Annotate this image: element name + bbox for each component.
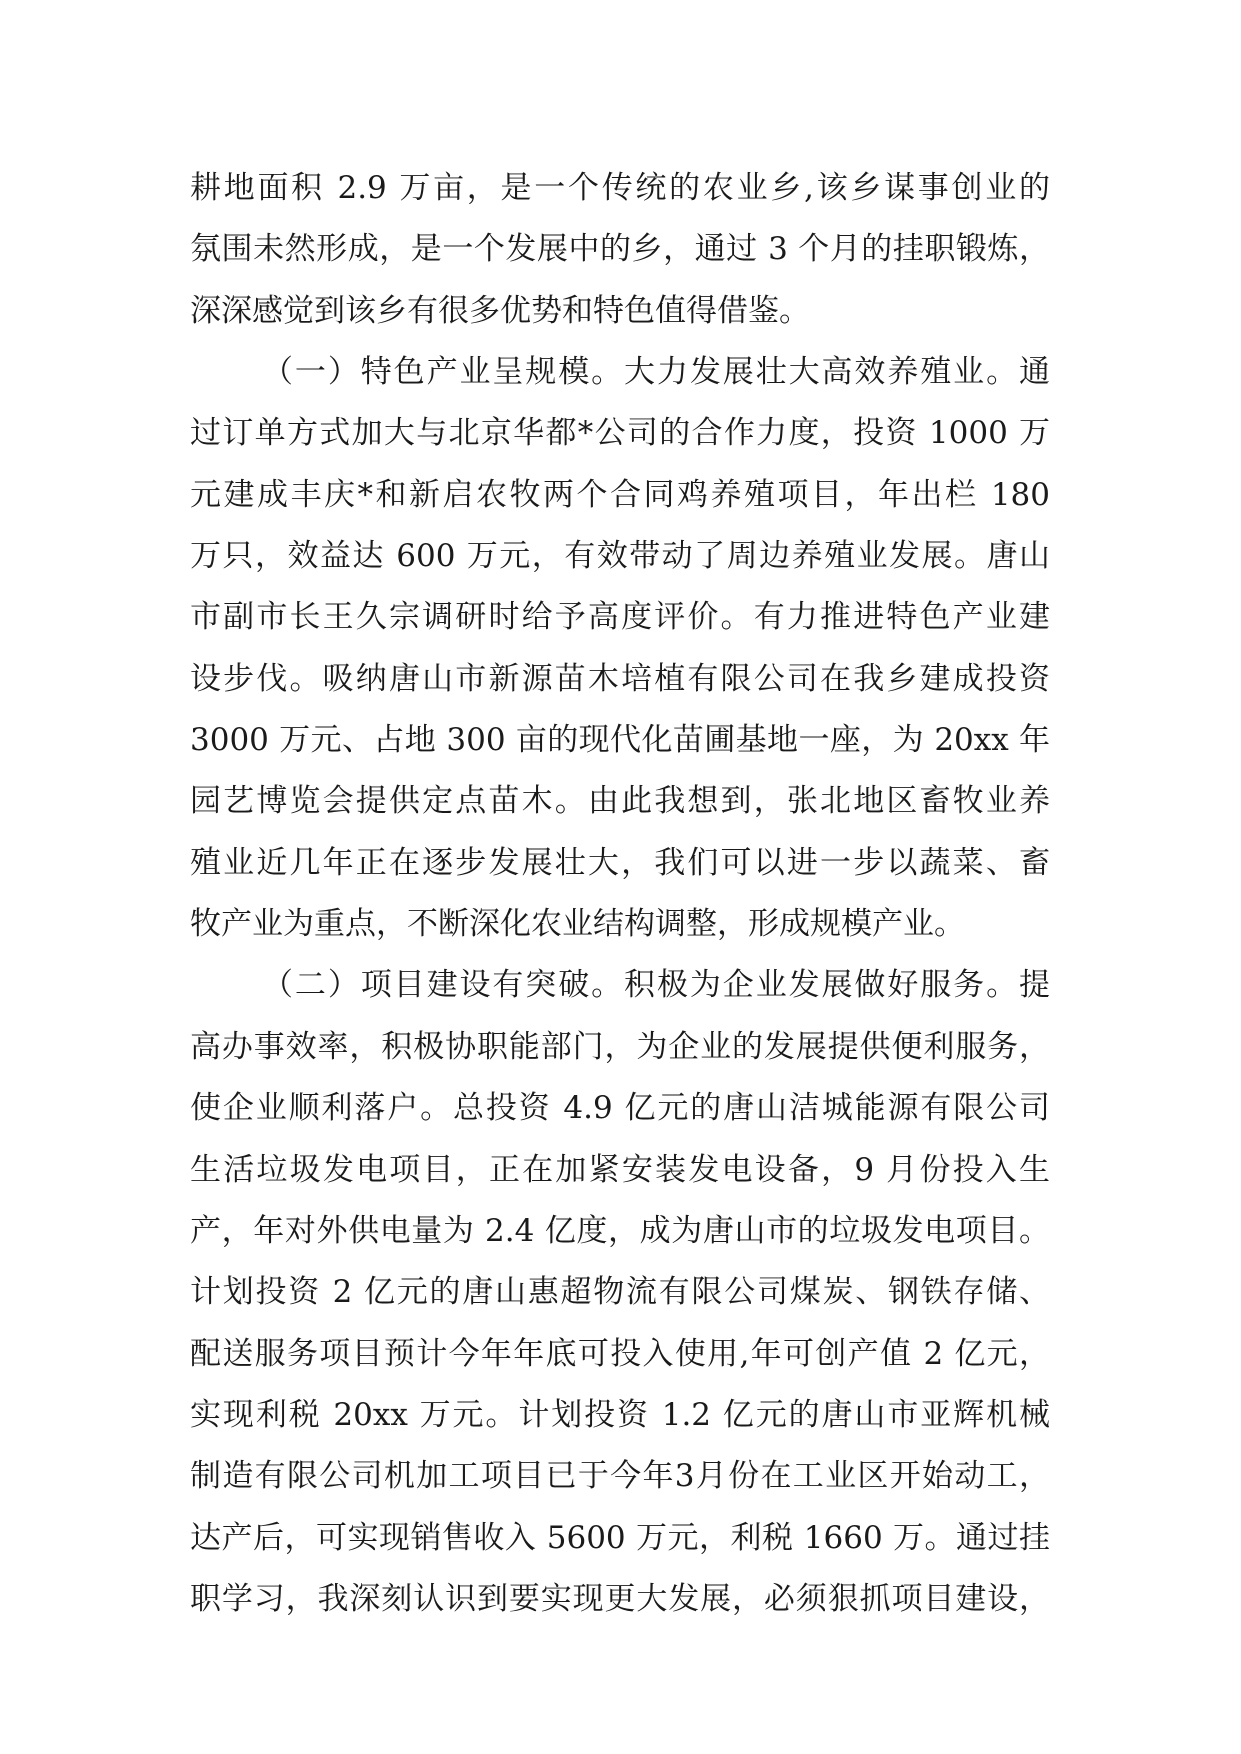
text-line: 生活垃圾发电项目，正在加紧安装发电设备，9 月份投入生 (190, 1151, 1050, 1188)
text-line: 过订单方式加大与北京华都*公司的合作力度，投资 1000 万 (190, 415, 1050, 452)
text-line: 元建成丰庆*和新启农牧两个合同鸡养殖项目，年出栏 180 (190, 476, 1050, 513)
text-line: 职学习，我深刻认识到要实现更大发展，必须狠抓项目建设， (190, 1580, 1050, 1617)
text-line: 深深感觉到该乡有很多优势和特色值得借鉴。 (190, 292, 810, 329)
text-line: 殖业近几年正在逐步发展壮大，我们可以进一步以蔬菜、畜 (190, 844, 1050, 881)
text-line: 制造有限公司机加工项目已于今年3月份在工业区开始动工， (190, 1458, 1050, 1495)
text-line: 计划投资 2 亿元的唐山惠超物流有限公司煤炭、钢铁存储、 (190, 1274, 1050, 1311)
text-line: 牧产业为重点，不断深化农业结构调整，形成规模产业。 (190, 906, 965, 943)
text-line: 万只，效益达 600 万元，有效带动了周边养殖业发展。唐山 (190, 538, 1050, 575)
text-line: 氛围未然形成，是一个发展中的乡，通过 3 个月的挂职锻炼， (190, 231, 1050, 268)
text-line: 实现利税 20xx 万元。计划投资 1.2 亿元的唐山市亚辉机械 (190, 1396, 1050, 1433)
text-line: 耕地面积 2.9 万亩，是一个传统的农业乡,该乡谋事创业的 (190, 170, 1050, 206)
text-line: 市副市长王久宗调研时给予高度评价。有力推进特色产业建 (190, 599, 1050, 636)
section-heading-line: （二）项目建设有突破。积极为企业发展做好服务。提 (262, 967, 1050, 1004)
text-line: 园艺博览会提供定点苗木。由此我想到，张北地区畜牧业养 (190, 783, 1050, 820)
text-line: 使企业顺利落户。总投资 4.9 亿元的唐山洁城能源有限公司 (190, 1090, 1050, 1127)
text-line: 配送服务项目预计今年年底可投入使用,年可创产值 2 亿元， (190, 1335, 1050, 1372)
text-line: 设步伐。吸纳唐山市新源苗木培植有限公司在我乡建成投资 (190, 660, 1050, 697)
text-line: 达产后，可实现销售收入 5600 万元，利税 1660 万。通过挂 (190, 1519, 1050, 1556)
text-line: 高办事效率，积极协职能部门，为企业的发展提供便利服务， (190, 1028, 1050, 1065)
section-heading-line: （一）特色产业呈规模。大力发展壮大高效养殖业。通 (262, 354, 1050, 391)
text-line: 产，年对外供电量为 2.4 亿度，成为唐山市的垃圾发电项目。 (190, 1212, 1050, 1249)
text-line: 3000 万元、占地 300 亩的现代化苗圃基地一座，为 20xx 年 (190, 722, 1050, 759)
body-text (190, 158, 1050, 1630)
